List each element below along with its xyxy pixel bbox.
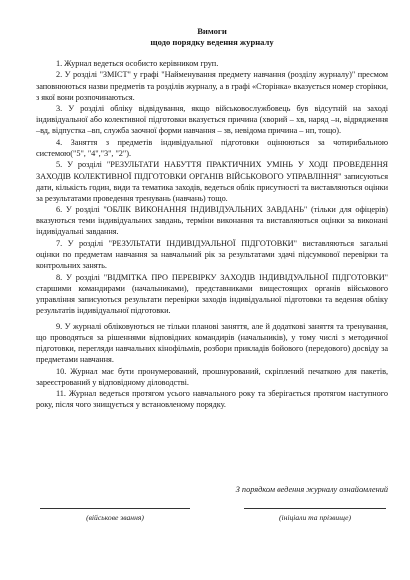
name-caption: (ініціали та прізвище) bbox=[278, 513, 352, 522]
requirements-list bbox=[36, 58, 388, 410]
requirement-item: 5. У розділі "РЕЗУЛЬТАТИ НАБУТТЯ ПРАКТИЧНИХ УМІНЬ У ХОДІ ПРОВЕДЕННЯ ЗАХОДІВ КОЛЕКТИВНОЇ ПІДГОТОВКИ ОРГАНІВ ВІЙСЬКОВОГО УПРАВЛІННЯ" записуються дати, кількість годин, види та тематика заходів, ведеться облік присутності та виставляються оцінки за результатами проведення тренувань (навчань) тощо. bbox=[36, 160, 388, 203]
requirement-item: 3. У розділі обліку відвідування, якщо військовослужбовець був відсутній на заході індивідуальної або колективної підготовки вказується причина (хворий – хв, наряд –н, відрядження –вд, відпустка –вп, служба заочної форми навчання – зв, невідома причина – нп, тощо). bbox=[36, 104, 388, 136]
requirement-item: 11. Журнал ведеться протягом усього навчального року та зберігається протягом наступного року, після чого знищується у встановленому порядку. bbox=[36, 389, 388, 410]
name-signature-line bbox=[244, 508, 386, 509]
requirement-item: 8. У розділі "ВІДМІТКА ПРО ПЕРЕВІРКУ ЗАХОДІВ ІНДИВІДУАЛЬНОЇ ПІДГОТОВКИ" старшими командирами (начальниками), представниками вищестоящих органів військового управління записуються результати перевірки заходів індивідуальної підготовки та ведення обліку результатів індивідуальної підготовки. bbox=[36, 272, 388, 315]
requirement-item: 7. У розділі "РЕЗУЛЬТАТИ ІНДИВІДУАЛЬНОЇ ПІДГОТОВКИ" виставляються загальні оцінки по предметам навчання за навчальний рік за результатами здачі підсумкової перевірки та контрольних занять. bbox=[36, 238, 388, 271]
rank-caption: (військове звання) bbox=[86, 513, 144, 522]
document-title: Вимоги bbox=[197, 26, 227, 36]
requirement-item: 2. У розділі "ЗМІСТ" у графі "Найменування предмету навчання (розділу журналу)" пресмом заповнюються назви предметів та розділів журналу, а в графі «Сторінка» вказується номер сторінки, з якої вони розпочинаються. bbox=[36, 70, 388, 102]
rank-signature-line bbox=[40, 508, 190, 509]
requirement-item: 10. Журнал має бути пронумерований, прошнурований, скріплений печаткою для пакетів, зареєстрований у відповідному діловодстві. bbox=[36, 366, 388, 387]
requirement-item: 4. Заняття з предметів індивідуальної підготовки оцінюються за чотирибальною системою("5", "4","3", "2"). bbox=[36, 137, 388, 158]
requirement-item: 6. У розділі "ОБЛІК ВИКОНАННЯ ІНДИВІДУАЛЬНИХ ЗАВДАНЬ" (тільки для офіцерів) вказуються теми індивідуальних завдань, терміни виконання та виставляються оцінки за виконані індивідуальні завдання. bbox=[36, 205, 388, 237]
document-subtitle: щодо порядку ведення журналу bbox=[150, 37, 274, 47]
acquaintance-statement: З порядком ведення журналу ознайомлений bbox=[235, 485, 388, 494]
requirement-item: 9. У журналі обліковуються не тільки планові заняття, але й додаткові заняття та тренування, що проводяться за рішеннями відповідних командирів (начальників), у тому числі з методичної підготовки, перегляди навчальних кінофільмів, розбори прикладів бойового (передового) досвіду за предметами навчання. bbox=[36, 321, 388, 365]
requirement-item: 1. Журнал ведеться особисто керівником груп. bbox=[56, 59, 219, 68]
